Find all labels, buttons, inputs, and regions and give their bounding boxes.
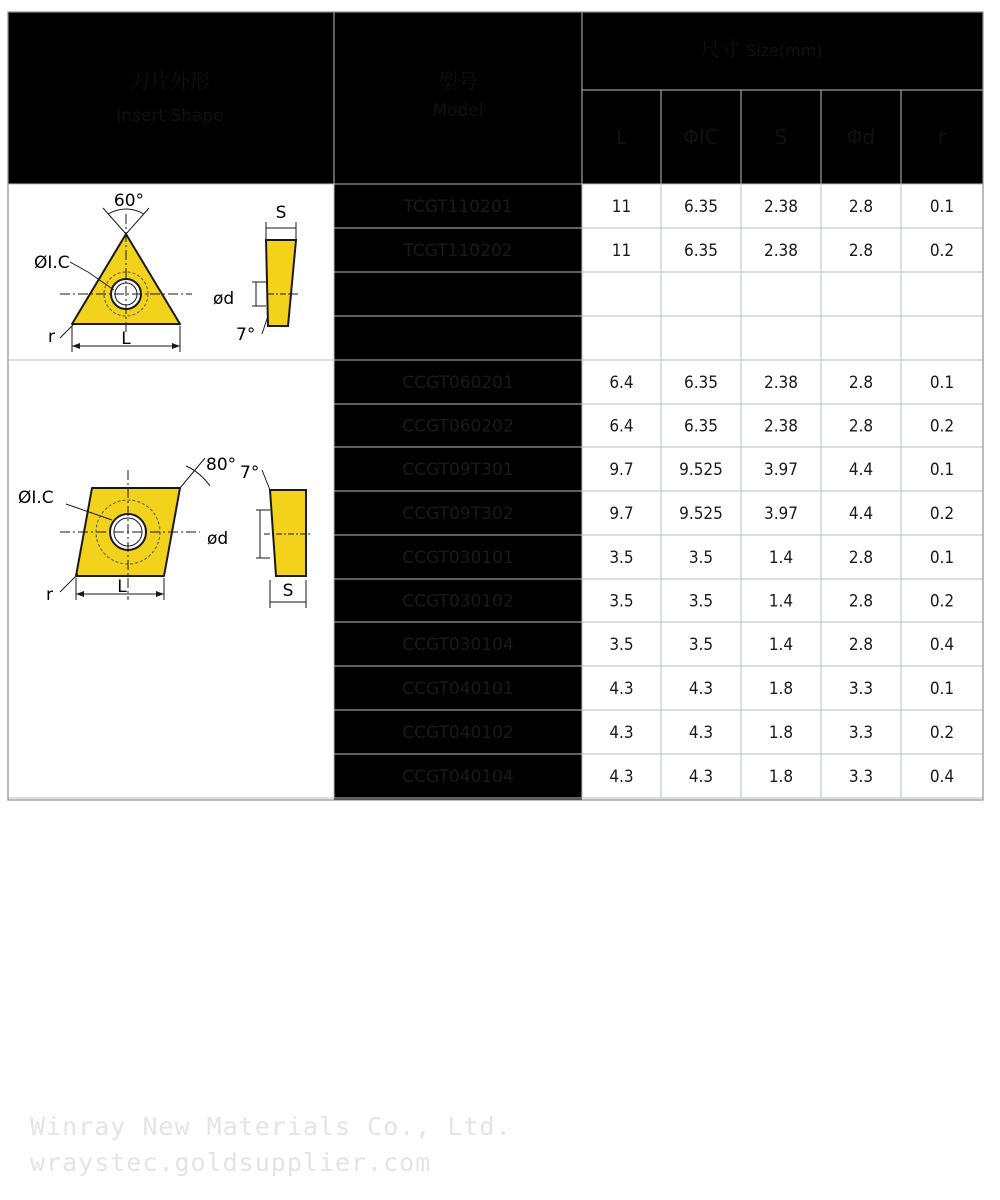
value-cell: 0.2 — [929, 504, 955, 524]
value-cell: 1.4 — [768, 591, 794, 612]
model-heading-en: Model — [432, 101, 484, 121]
tri-ic-label: ØI.C — [34, 253, 70, 273]
model-cell: CCGT040101 — [402, 679, 514, 699]
size-heading-cn: 尺寸 — [700, 37, 740, 61]
value-cell: 11 — [611, 197, 632, 217]
size-heading-en: Size(mm) — [746, 41, 823, 60]
value-cell: 1.8 — [768, 723, 794, 743]
value-cell: 4.3 — [688, 767, 714, 787]
value-cell: 3.97 — [763, 504, 799, 524]
value-cell: 0.2 — [929, 241, 955, 261]
value-cell: 6.35 — [683, 241, 719, 261]
tri-d-label: ød — [213, 289, 235, 309]
value-cell: 3.3 — [848, 767, 874, 787]
value-cell: 2.8 — [848, 241, 874, 261]
table-header — [8, 12, 983, 184]
model-cell: CCGT030101 — [402, 548, 514, 568]
value-cell: 0.1 — [929, 548, 955, 568]
value-cell: 2.8 — [848, 373, 874, 393]
value-cell: 9.7 — [609, 460, 634, 480]
value-cell: 2.8 — [848, 591, 874, 612]
value-cell: 1.8 — [768, 679, 794, 699]
model-cell: CCGT030102 — [402, 591, 514, 612]
value-cell: 0.4 — [929, 635, 955, 655]
value-cell: 11 — [611, 241, 632, 261]
rho-r-label: r — [46, 585, 53, 605]
value-cell: 3.5 — [609, 591, 634, 612]
value-cell: 4.3 — [609, 723, 634, 743]
model-column-bg — [334, 184, 582, 800]
model-heading-cn: 型号 — [438, 69, 478, 93]
value-cell: 3.5 — [688, 635, 714, 655]
triangle-insert-top-view — [34, 191, 192, 352]
tri-S-label: S — [275, 203, 287, 223]
value-cell: 0.2 — [929, 591, 955, 612]
value-cell: 6.35 — [683, 197, 719, 217]
value-cell: 4.4 — [848, 460, 874, 480]
rho-ic-label: ØI.C — [18, 488, 54, 508]
value-cell: 9.7 — [609, 504, 634, 524]
value-cell: 2.38 — [763, 416, 799, 437]
rho-S-label: S — [282, 581, 294, 601]
value-cell: 4.3 — [609, 767, 634, 787]
value-cell: 3.5 — [609, 635, 634, 655]
value-cell: 6.4 — [609, 373, 634, 393]
value-cell: 0.1 — [929, 197, 955, 217]
model-cell: CCGT060201 — [402, 373, 514, 393]
rho-relief-label: 7° — [240, 463, 260, 483]
tri-angle-label: 60° — [113, 191, 145, 211]
rhombus-insert-diagram — [18, 455, 312, 608]
value-cell: 4.3 — [688, 723, 714, 743]
tri-r-label: r — [48, 327, 55, 347]
tri-L-label: L — [121, 329, 131, 349]
value-cell: 0.2 — [929, 723, 955, 743]
column-header-5: r — [937, 125, 947, 149]
value-cell: 0.1 — [929, 679, 955, 699]
value-cell: 3.5 — [688, 548, 714, 568]
insert-shape-heading-cn: 刀片外形 — [130, 69, 210, 93]
watermark-company: Winray New Materials Co., Ltd. — [30, 1112, 512, 1141]
model-cell: CCGT09T302 — [402, 504, 514, 524]
value-cell: 0.2 — [929, 416, 955, 437]
value-cell: 2.8 — [848, 635, 874, 655]
value-cell: 1.8 — [768, 767, 794, 787]
model-cell: CCGT030104 — [402, 635, 514, 655]
rho-angle-label: 80° — [206, 455, 237, 475]
value-cell: 2.8 — [848, 548, 874, 568]
value-cell: 2.8 — [848, 416, 874, 437]
model-cell: TCGT110202 — [403, 241, 513, 261]
value-cell: 2.38 — [763, 197, 799, 217]
value-cell: 1.4 — [768, 635, 794, 655]
value-cell: 4.3 — [688, 679, 714, 699]
column-header-1: L — [615, 125, 628, 149]
value-cell: 3.5 — [688, 591, 714, 612]
rhombus-insert-side-view — [207, 463, 312, 608]
model-cell: CCGT060202 — [402, 416, 514, 437]
value-cell: 4.4 — [848, 504, 874, 524]
model-cell: CCGT040104 — [402, 767, 514, 787]
value-cell: 6.4 — [609, 416, 634, 437]
rhombus-insert-top-view — [18, 455, 236, 605]
value-cell: 2.38 — [763, 373, 799, 393]
triangle-insert-side-view — [213, 203, 300, 345]
value-cell: 4.3 — [609, 679, 634, 699]
value-cell: 9.525 — [679, 504, 723, 524]
value-cell: 0.4 — [929, 767, 955, 787]
value-cell: 3.5 — [609, 548, 634, 568]
value-cell: 3.3 — [848, 679, 874, 699]
value-cell: 3.97 — [763, 460, 799, 480]
tri-relief-label: 7° — [236, 325, 256, 345]
column-header-2: ΦIC — [683, 125, 719, 149]
rho-L-label: L — [117, 577, 127, 597]
rho-d-label: ød — [207, 529, 229, 549]
column-header-4: Φd — [846, 125, 876, 149]
column-header-3: S — [774, 125, 788, 149]
value-cell: 6.35 — [683, 416, 719, 437]
model-cell: CCGT040102 — [402, 723, 514, 743]
value-cell: 2.38 — [763, 241, 799, 261]
value-cell: 1.4 — [768, 548, 794, 568]
value-cell: 0.1 — [929, 460, 955, 480]
model-cell: TCGT110201 — [403, 197, 513, 217]
value-cell: 2.8 — [848, 197, 874, 217]
watermark-url: wraystec.goldsupplier.com — [30, 1148, 432, 1177]
value-cell: 6.35 — [683, 373, 719, 393]
model-cell: CCGT09T301 — [402, 460, 514, 480]
triangle-insert-diagram — [34, 191, 300, 352]
value-cell: 0.1 — [929, 373, 955, 393]
insert-shape-heading-en: Insert Shape — [116, 106, 224, 126]
value-cell: 3.3 — [848, 723, 874, 743]
value-cell: 9.525 — [679, 460, 723, 480]
